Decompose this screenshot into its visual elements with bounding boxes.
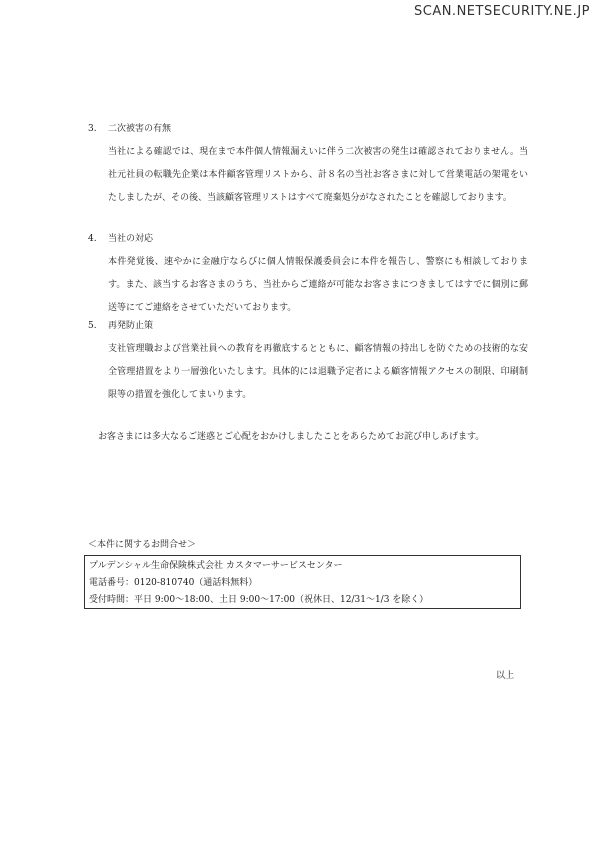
- section-number: 5.: [88, 321, 97, 331]
- section-heading: 二次被害の有無: [108, 124, 172, 134]
- section-number: 4.: [88, 234, 97, 244]
- section-body: 当社による確認では、現在まで本件個人情報漏えいに伴う二次被害の発生は確認されておりません。当社元社員の転職先企業は本件顧客管理リストから、計８名の当社お客さまに対して営業電話の架電をいたしましたが、その後、当該顧客管理リストはすべて廃棄処分がなされたことを確認しております。: [108, 147, 528, 203]
- section-company-response: [88, 228, 528, 320]
- section-title: [88, 118, 528, 141]
- section-secondary-damage: [88, 118, 528, 210]
- contact-company: プルデンシャル生命保険株式会社 カスタマーサービスセンター: [89, 561, 343, 571]
- section-number: 3.: [88, 124, 97, 134]
- closing-mark: 以上: [495, 671, 514, 681]
- section-body: 支社管理職および営業社員への教育を再徹底するとともに、顧客情報の持出しを防ぐための技術的な安全管理措置をより一層強化いたします。具体的には退職予定者による顧客情報アクセスの制限、印刷制限等の措置を強化してまいります。: [108, 344, 528, 400]
- section-heading: 当社の対応: [108, 234, 154, 244]
- contact-hours: 受付時間：平日 9:00～18:00、土日 9:00～17:00（祝休日、12/31～1/3 を除く）: [89, 595, 429, 605]
- watermark: SCAN.NETSECURITY.NE.JP: [413, 4, 590, 19]
- contact-phone: 電話番号：0120-810740（通話料無料）: [89, 578, 258, 588]
- section-title: [88, 315, 528, 338]
- contact-box: [84, 555, 521, 609]
- section-prevention-measures: [88, 315, 528, 407]
- apology-paragraph: お客さまには多大なるご迷惑とご心配をおかけしましたことをあらためてお詫び申しあげます。: [98, 432, 485, 442]
- contact-heading: ＜本件に関するお問合せ＞: [88, 540, 197, 550]
- section-title: [88, 228, 528, 251]
- section-body: 本件発覚後、速やかに金融庁ならびに個人情報保護委員会に本件を報告し、警察にも相談しております。また、該当するお客さまのうち、当社からご連絡が可能なお客さまにつきましてはすでに個別に郵送等にてご連絡をさせていただいております。: [108, 257, 528, 313]
- section-heading: 再発防止策: [108, 321, 154, 331]
